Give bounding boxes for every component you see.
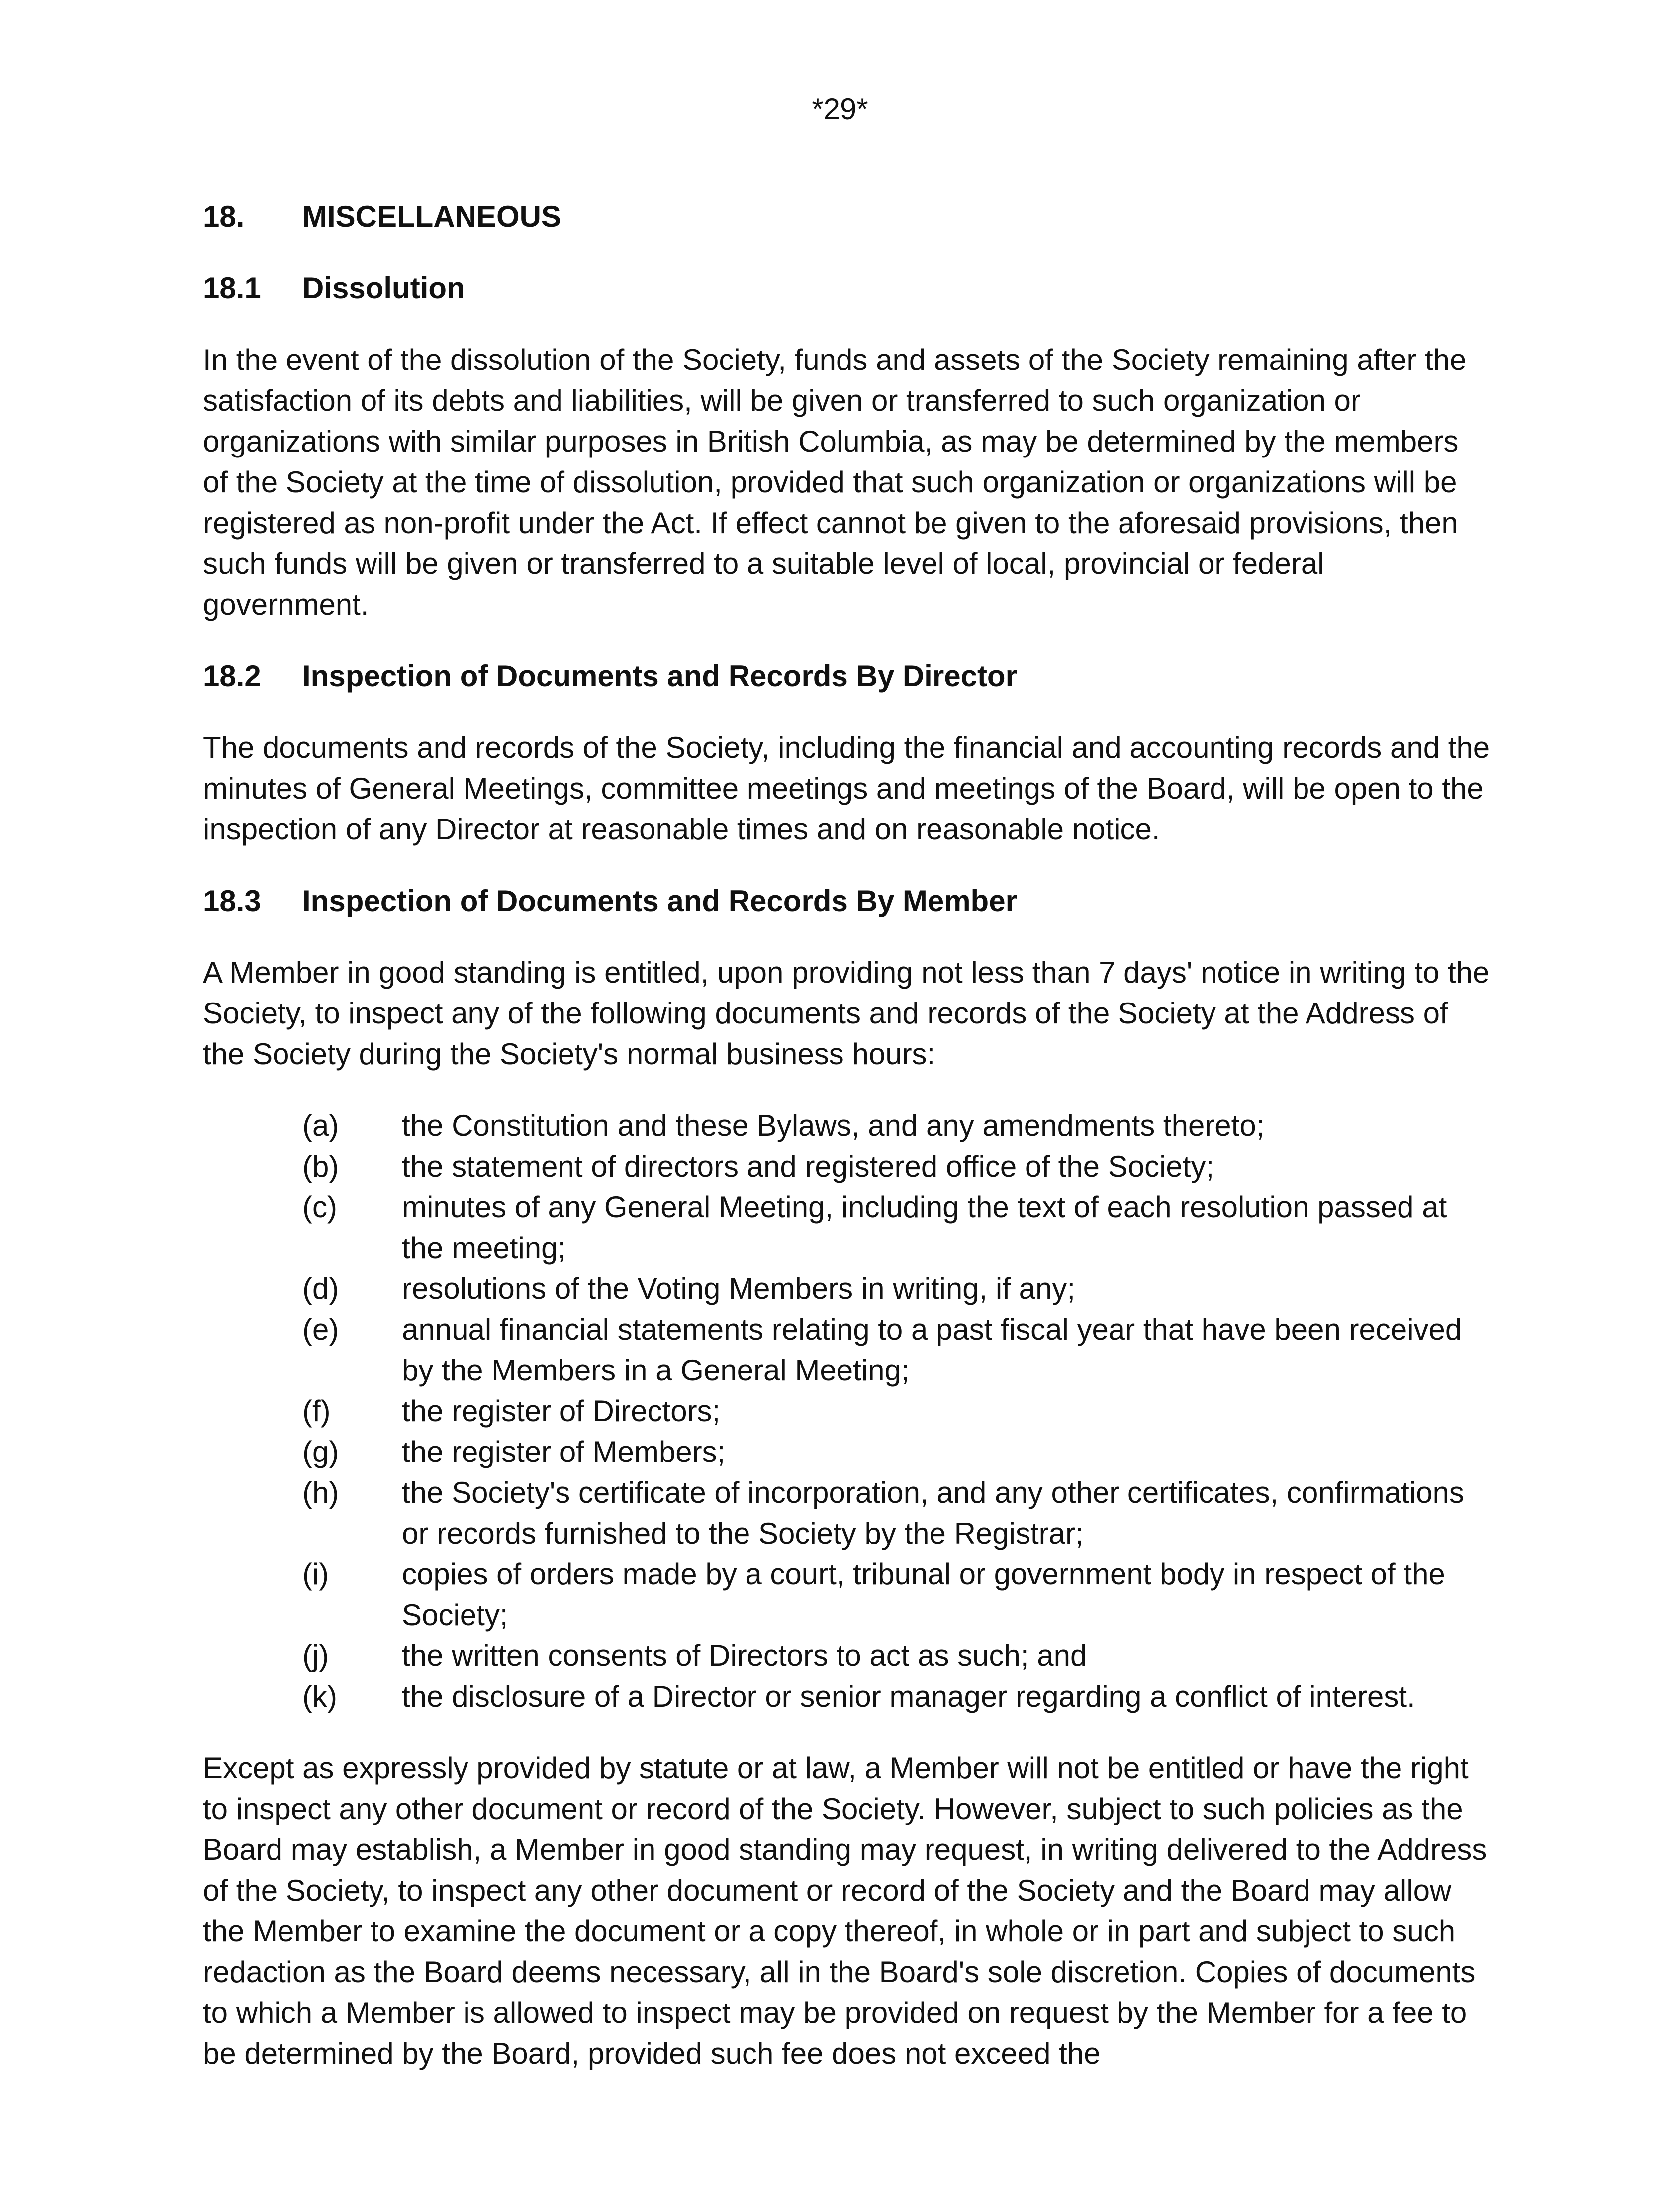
list-item-text: the Society's certificate of incorporation, and any other certificates, confirmations or records furnished to the Society by the Registrar; bbox=[402, 1476, 1464, 1550]
list-item-text: the register of Members; bbox=[402, 1435, 726, 1468]
list-item bbox=[302, 1391, 1491, 1432]
list-item-text: minutes of any General Meeting, including the text of each resolution passed at the meeting; bbox=[402, 1190, 1447, 1265]
list-item bbox=[302, 1636, 1491, 1676]
list-item-text: the disclosure of a Director or senior manager regarding a conflict of interest. bbox=[402, 1680, 1415, 1713]
list-item-label: (b) bbox=[302, 1150, 339, 1183]
subsection-heading-director-inspection bbox=[203, 656, 1491, 697]
subsection-title: Inspection of Documents and Records By Director bbox=[302, 659, 1017, 693]
list-item-label: (g) bbox=[302, 1435, 339, 1468]
subsection-title: Dissolution bbox=[302, 272, 465, 305]
list-item-label: (i) bbox=[302, 1557, 329, 1591]
list-item bbox=[302, 1309, 1491, 1391]
member-inspection-closing: Except as expressly provided by statute or at law, a Member will not be entitled or have the right to inspect any other document or record of the Society. However, subject to such policies as the Board may establish, a Member in good standing may request, in writing delivered to the Address of the Society, to inspect any other document or record of the Society and the Board may allow the Member to examine the document or a copy thereof, in whole or in part and subject to such redaction as the Board deems necessary, all in the Board's sole discretion. Copies of documents to which a Member is allowed to inspect may be provided on request by the Member for a fee to be determined by the Board, provided such fee does not exceed the bbox=[203, 1751, 1487, 2070]
list-item-text: annual financial statements relating to a past fiscal year that have been received by the Members in a General Meeting; bbox=[402, 1313, 1462, 1387]
list-item bbox=[302, 1105, 1491, 1146]
list-item-text: the statement of directors and registered office of the Society; bbox=[402, 1150, 1214, 1183]
subsection-title: Inspection of Documents and Records By Member bbox=[302, 884, 1017, 917]
member-inspection-intro: A Member in good standing is entitled, upon providing not less than 7 days' notice in writing to the Society, to inspect any of the following documents and records of the Society at the Address of the Society during the Society's normal business hours: bbox=[203, 956, 1490, 1071]
list-item-label: (d) bbox=[302, 1272, 339, 1305]
list-item-label: (e) bbox=[302, 1313, 339, 1346]
section-title: MISCELLANEOUS bbox=[302, 200, 561, 233]
list-item-label: (c) bbox=[302, 1190, 337, 1224]
list-item-text: the written consents of Directors to act as such; and bbox=[402, 1639, 1087, 1672]
list-item bbox=[302, 1676, 1491, 1717]
list-item-label: (k) bbox=[302, 1680, 337, 1713]
list-item-label: (a) bbox=[302, 1109, 339, 1142]
list-item bbox=[302, 1554, 1491, 1636]
list-item bbox=[302, 1472, 1491, 1554]
section-heading bbox=[203, 196, 1491, 237]
dissolution-paragraph: In the event of the dissolution of the Society, funds and assets of the Society remaining after the satisfaction of its debts and liabilities, will be given or transferred to such organization or organizations with similar purposes in British Columbia, as may be determined by the members of the Society at the time of dissolution, provided that such organization or organizations will be registered as non-profit under the Act. If effect cannot be given to the aforesaid provisions, then such funds will be given or transferred to a suitable level of local, provincial or federal government. bbox=[203, 343, 1467, 621]
subsection-number: 18.3 bbox=[203, 884, 261, 917]
list-item-text: resolutions of the Voting Members in writing, if any; bbox=[402, 1272, 1075, 1305]
subsection-number: 18.2 bbox=[203, 659, 261, 693]
records-list bbox=[203, 1105, 1491, 1717]
page-number: *29* bbox=[812, 92, 868, 126]
subsection-heading-member-inspection bbox=[203, 881, 1491, 921]
list-item-text: the register of Directors; bbox=[402, 1394, 721, 1428]
list-item-label: (h) bbox=[302, 1476, 339, 1509]
document-body bbox=[203, 196, 1491, 2105]
list-item-label: (f) bbox=[302, 1394, 331, 1428]
section-number: 18. bbox=[203, 200, 245, 233]
list-item bbox=[302, 1269, 1491, 1309]
list-item bbox=[302, 1432, 1491, 1472]
director-inspection-paragraph: The documents and records of the Society, including the financial and accounting records and the minutes of General Meetings, committee meetings and meetings of the Board, will be open to the inspection of any Director at reasonable times and on reasonable notice. bbox=[203, 731, 1490, 846]
list-item-label: (j) bbox=[302, 1639, 329, 1672]
list-item-text: copies of orders made by a court, tribunal or government body in respect of the Society; bbox=[402, 1557, 1445, 1632]
subsection-heading-dissolution bbox=[203, 268, 1491, 309]
subsection-number: 18.1 bbox=[203, 272, 261, 305]
list-item bbox=[302, 1146, 1491, 1187]
list-item bbox=[302, 1187, 1491, 1269]
list-item-text: the Constitution and these Bylaws, and any amendments thereto; bbox=[402, 1109, 1265, 1142]
